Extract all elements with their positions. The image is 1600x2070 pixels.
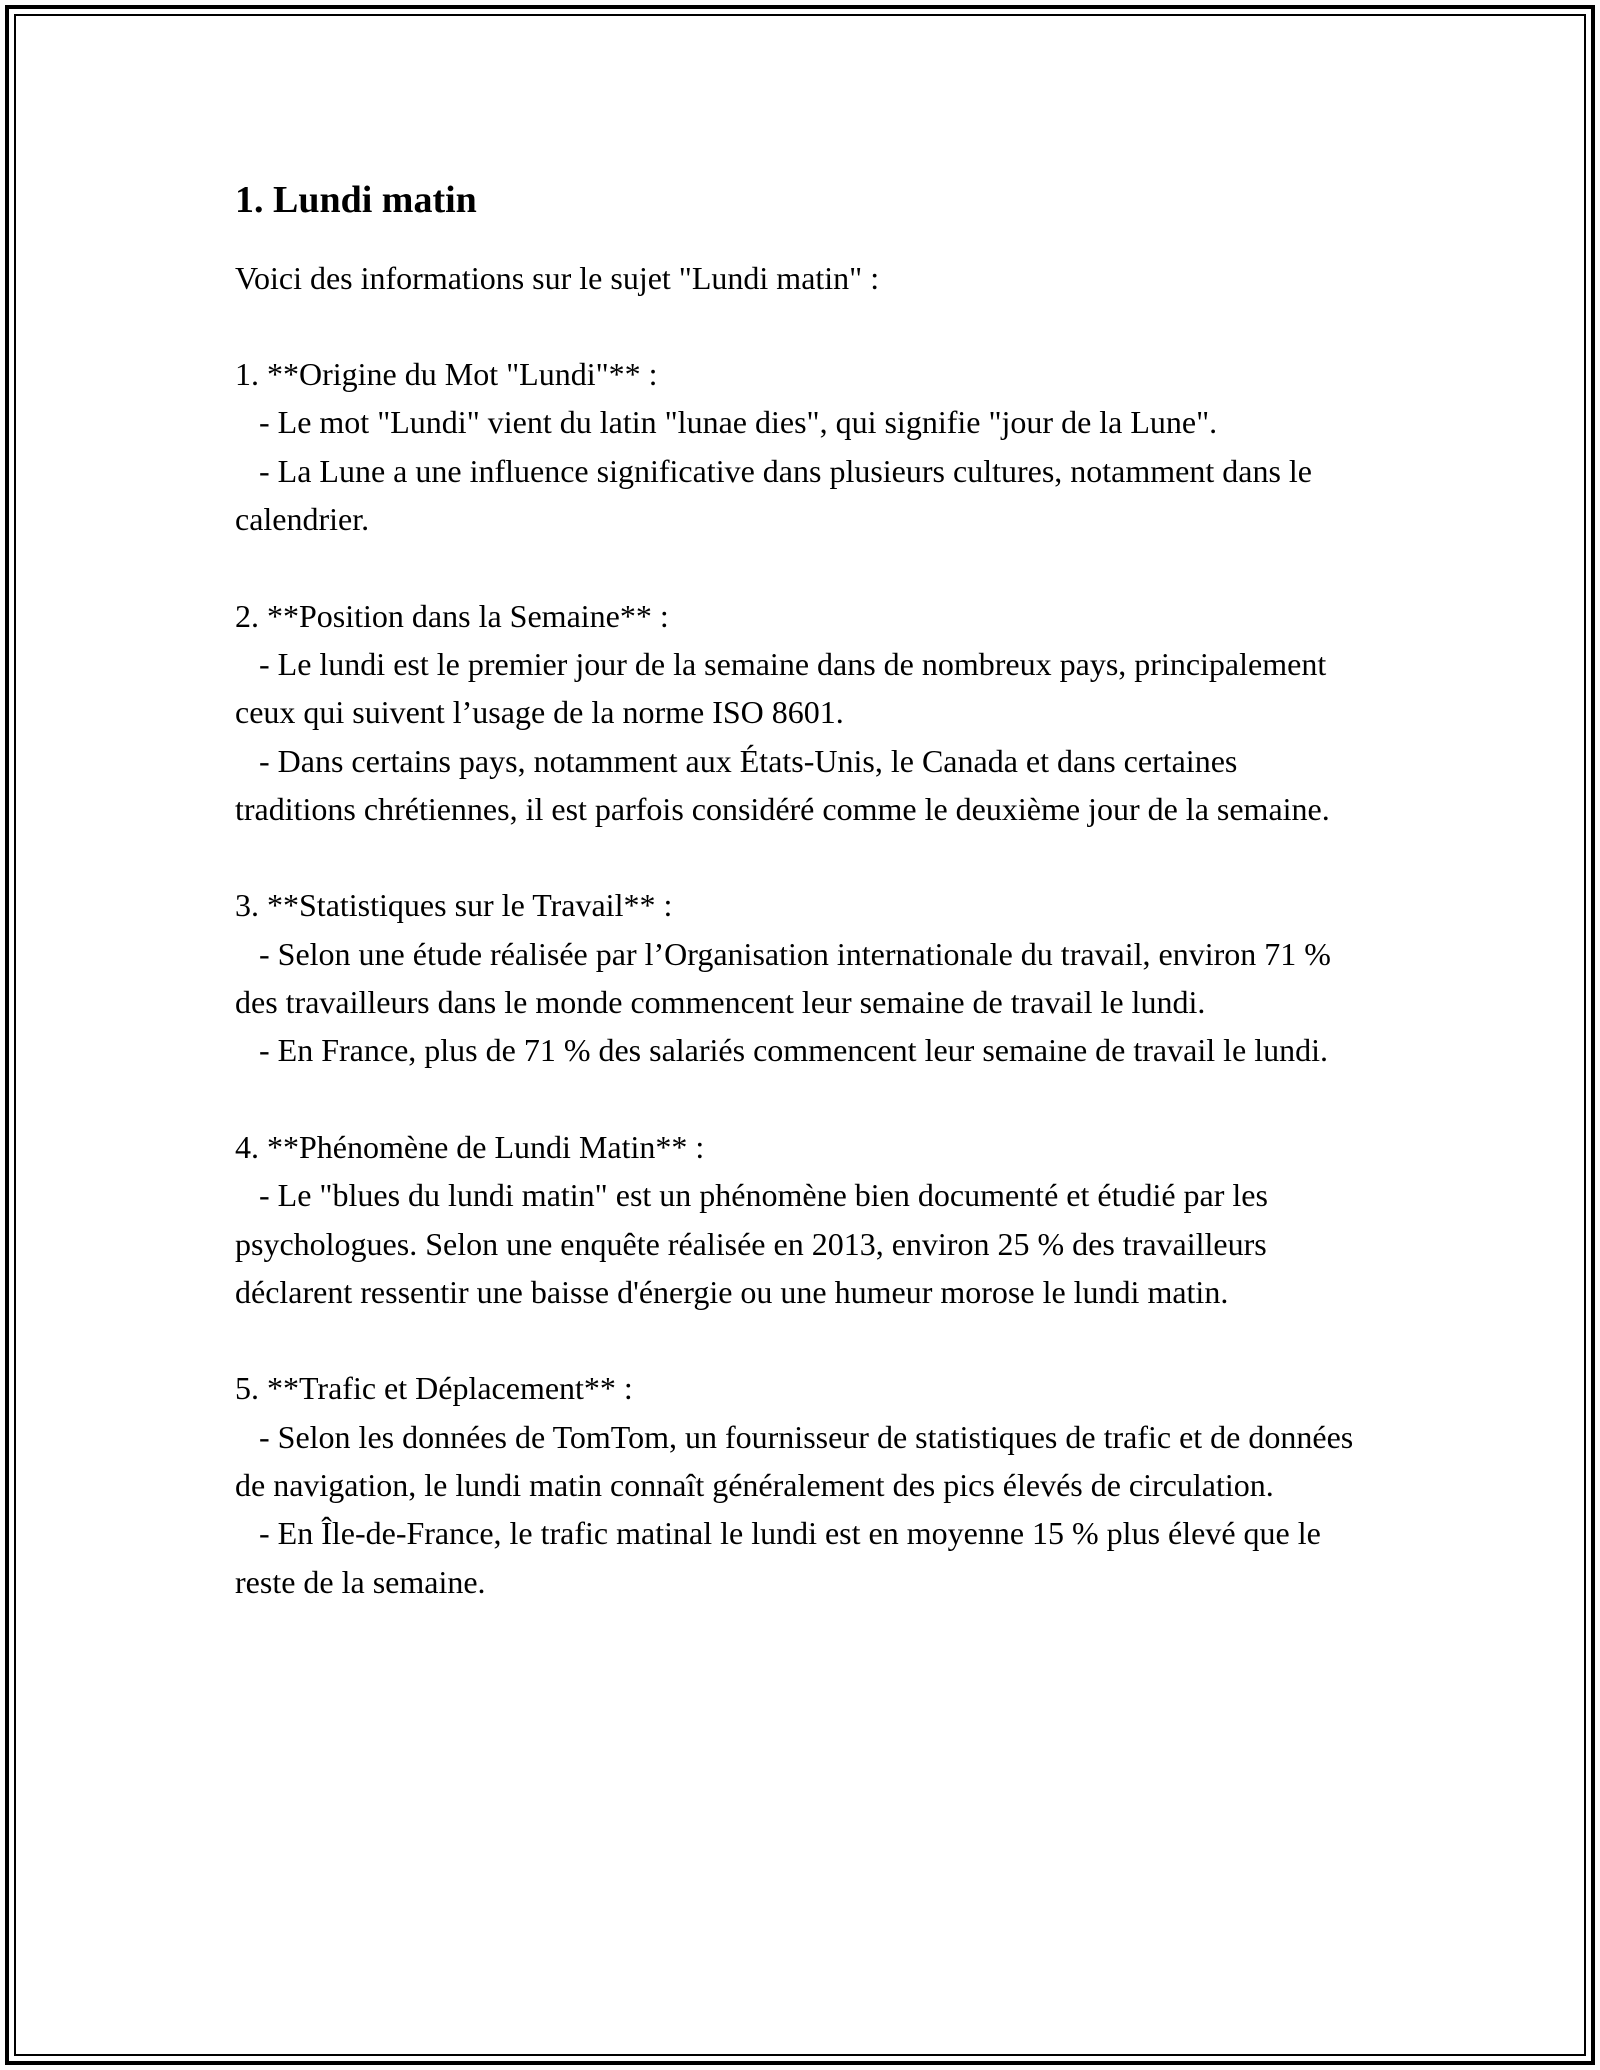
document-content <box>235 178 1365 1606</box>
document-body: Voici des informations sur le sujet "Lundi matin" : 1. **Origine du Mot "Lundi"** : - Le mot "Lundi" vient du latin "lunae dies", qui signifie "jour de la Lune". - La Lune a une influence significative dans plusieurs cultures, notamment dans le calendrier. 2. **Position dans la Semaine** : - Le lundi est le premier jour de la semaine dans de nombreux pays, principalement ceux qui suivent l’usage de la norme ISO 8601. - Dans certains pays, notamment aux États-Unis, le Canada et dans certaines traditions chrétiennes, il est parfois considéré comme le deuxième jour de la semaine. 3. **Statistiques sur le Travail** : - Selon une étude réalisée par l’Organisation internationale du travail, environ 71 % des travailleurs dans le monde commencent leur semaine de travail le lundi. - En France, plus de 71 % des salariés commencent leur semaine de travail le lundi. 4. **Phénomène de Lundi Matin** : - Le "blues du lundi matin" est un phénomène bien documenté et étudié par les psychologues. Selon une enquête réalisée en 2013, environ 25 % des travailleurs déclarent ressentir une baisse d'énergie ou une humeur morose le lundi matin. 5. **Trafic et Déplacement** : - Selon les données de TomTom, un fournisseur de statistiques de trafic et de données de navigation, le lundi matin connaît généralement des pics élevés de circulation. - En Île-de-France, le trafic matinal le lundi est en moyenne 15 % plus élevé que le reste de la semaine. <box>235 259 1354 1600</box>
document-title: 1. Lundi matin <box>235 179 477 221</box>
